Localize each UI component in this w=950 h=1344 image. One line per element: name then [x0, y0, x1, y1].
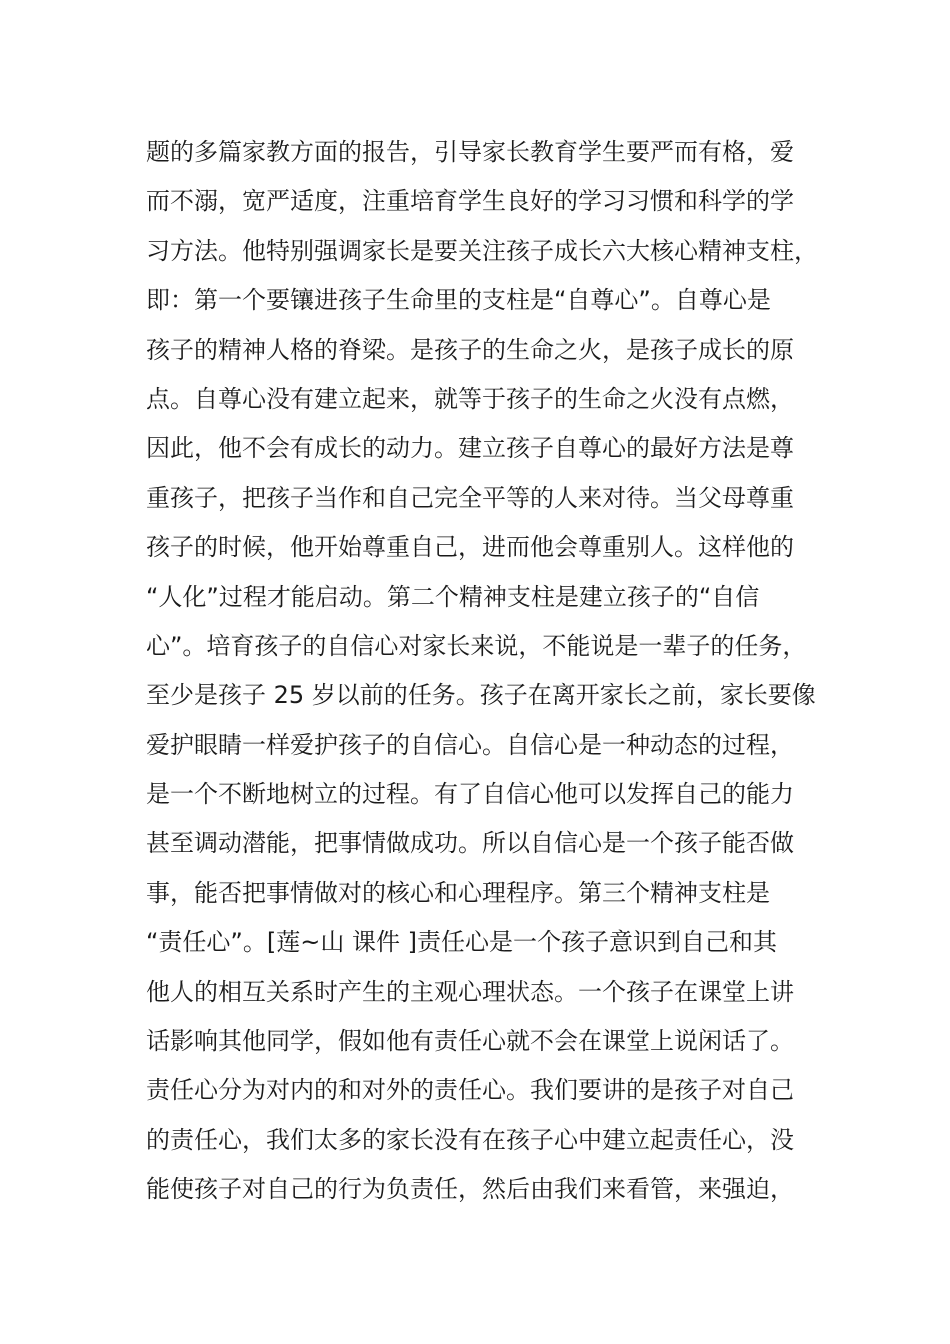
text-line: 因此，他不会有成长的动力。建立孩子自尊心的最好方法是尊: [146, 434, 794, 463]
text-line: 重孩子，把孩子当作和自己完全平等的人来对待。当父母尊重: [146, 483, 794, 512]
text-line: 责任心分为对内的和对外的责任心。我们要讲的是孩子对自己: [146, 1076, 794, 1105]
text-line: “责任心”。[莲~山 课件 ]责任心是一个孩子意识到自己和其: [146, 928, 777, 957]
text-line: 习方法。他特别强调家长是要关注孩子成长六大核心精神支柱，: [146, 236, 818, 265]
text-line: 题的多篇家教方面的报告，引导家长教育学生要严而有格，爱: [146, 138, 794, 166]
text-line: 即：第一个要镶进孩子生命里的支柱是“自尊心”。自尊心是: [146, 286, 771, 315]
text-line: 而不溺，宽严适度，注重培育学生良好的学习习惯和科学的学: [146, 187, 794, 216]
text-line: 孩子的时候，他开始尊重自己，进而他会尊重别人。这样他的: [146, 533, 794, 562]
text-line: 能使孩子对自己的行为负责任，然后由我们来看管，来强迫，: [146, 1175, 794, 1204]
text-line: 他人的相互关系时产生的主观心理状态。一个孩子在课堂上讲: [146, 977, 794, 1006]
text-line: 至少是孩子 25 岁以前的任务。孩子在离开家长之前，家长要像: [146, 681, 816, 710]
text-line: 心”。培育孩子的自信心对家长来说，不能说是一辈子的任务，: [146, 631, 807, 660]
text-line: 孩子的精神人格的脊梁。是孩子的生命之火，是孩子成长的原: [146, 335, 794, 364]
text-line: 是一个不断地树立的过程。有了自信心他可以发挥自己的能力: [146, 780, 794, 809]
text-line: 事，能否把事情做对的核心和心理程序。第三个精神支柱是: [146, 878, 770, 907]
text-line: “人化”过程才能启动。第二个精神支柱是建立孩子的“自信: [146, 582, 760, 611]
body-text: [146, 128, 826, 1215]
text-line: 甚至调动潜能，把事情做成功。所以自信心是一个孩子能否做: [146, 829, 794, 858]
text-line: 话影响其他同学，假如他有责任心就不会在课堂上说闲话了。: [146, 1027, 794, 1056]
text-line: 爱护眼睛一样爱护孩子的自信心。自信心是一种动态的过程，: [146, 730, 794, 759]
text-line: 点。自尊心没有建立起来，就等于孩子的生命之火没有点燃，: [146, 384, 794, 413]
text-line: 的责任心，我们太多的家长没有在孩子心中建立起责任心，没: [146, 1125, 794, 1154]
